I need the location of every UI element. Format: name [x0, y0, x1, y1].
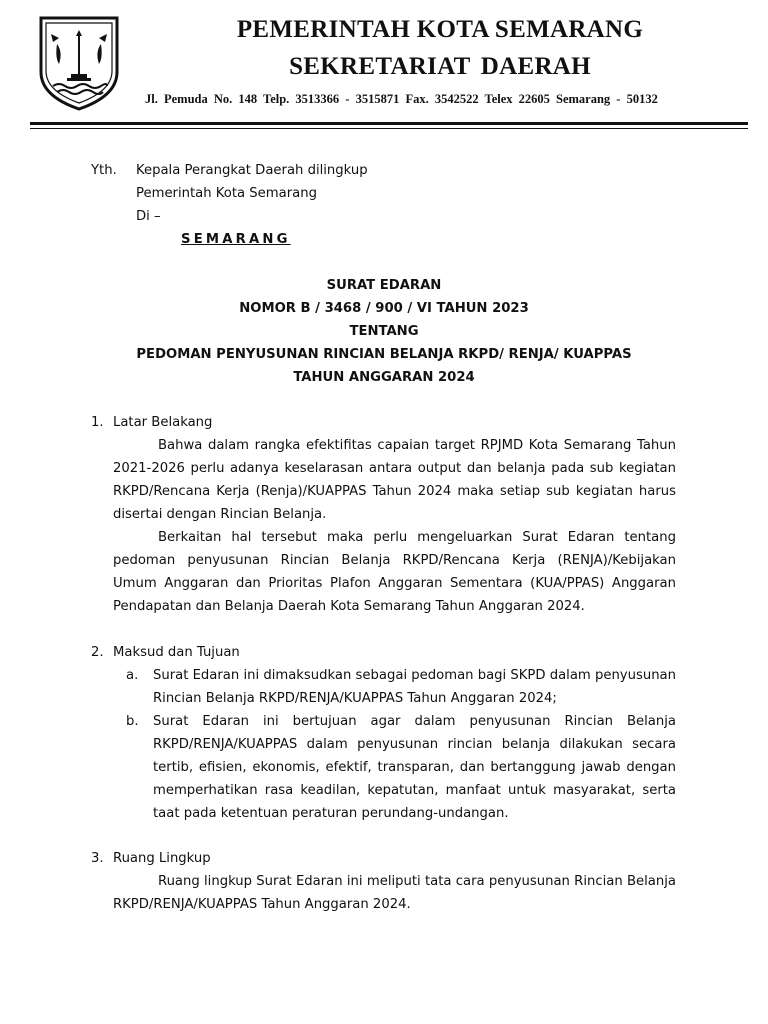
- section-3-title: Ruang Lingkup: [113, 851, 211, 866]
- section-2-item-b-line: memperhatikan rasa keadilan, kepatutan, manfaat untuk masyarakat, serta: [153, 783, 676, 798]
- section-1-title: Latar Belakang: [113, 415, 213, 430]
- section-2-item-a-line: Rincian Belanja RKPD/RENJA/KUAPPAS Tahun Anggaran 2024;: [153, 691, 557, 706]
- recipient-line-1: Kepala Perangkat Daerah dilingkup: [136, 163, 368, 178]
- recipient-line-3: Di –: [136, 209, 161, 224]
- section-2-item-a-marker: a.: [126, 668, 139, 683]
- city-crest-icon: [37, 14, 121, 112]
- section-1-paragraph-2-line: Pendapatan dan Belanja Daerah Kota Semarang Tahun Anggaran 2024.: [113, 599, 585, 614]
- letterhead-address: Jl. Pemuda No. 148 Telp. 3513366 - 3515871 Fax. 3542522 Telex 22605 Semarang - 50132: [145, 92, 658, 106]
- section-1-paragraph-2-line: pedoman penyusunan Rincian Belanja RKPD/Rencana Kerja (RENJA)/Kebijakan: [113, 553, 676, 568]
- heading-subject: PEDOMAN PENYUSUNAN RINCIAN BELANJA RKPD/ RENJA/ KUAPPAS: [136, 347, 632, 362]
- letterhead-divider-thin: [30, 128, 748, 129]
- letterhead-title-office: SEKRETARIAT DAERAH: [289, 53, 591, 80]
- section-2-item-b-line: tertib, efisien, ekonomis, efektif, transparan, dan bertanggung jawab dengan: [153, 760, 676, 775]
- section-1-paragraph-1-line: RKPD/Rencana Kerja (Renja)/KUAPPAS Tahun 2024 maka setiap sub kegiatan harus: [113, 484, 676, 499]
- section-3-paragraph-line: RKPD/RENJA/KUAPPAS Tahun Anggaran 2024.: [113, 897, 411, 912]
- section-1-number: 1.: [91, 415, 104, 430]
- heading-number: NOMOR B / 3468 / 900 / VI TAHUN 2023: [239, 301, 529, 316]
- heading-fiscal-year: TAHUN ANGGARAN 2024: [293, 370, 475, 385]
- section-1-paragraph-1-line: disertai dengan Rincian Belanja.: [113, 507, 327, 522]
- section-2-title: Maksud dan Tujuan: [113, 645, 240, 660]
- section-2-item-b-marker: b.: [126, 714, 139, 729]
- section-2-item-b-line: taat pada ketentuan peraturan perundang-undangan.: [153, 806, 509, 821]
- section-2-item-a-line: Surat Edaran ini dimaksudkan sebagai pedoman bagi SKPD dalam penyusunan: [153, 668, 676, 683]
- letterhead-title-city: PEMERINTAH KOTA SEMARANG: [236, 16, 644, 43]
- section-3-number: 3.: [91, 851, 104, 866]
- section-1-paragraph-2-line: Berkaitan hal tersebut maka perlu mengeluarkan Surat Edaran tentang: [158, 530, 676, 545]
- section-2-number: 2.: [91, 645, 104, 660]
- recipient-prefix: Yth.: [91, 163, 117, 178]
- letterhead-divider-thick: [30, 122, 748, 125]
- heading-about: TENTANG: [349, 324, 419, 339]
- section-3-paragraph-line: Ruang lingkup Surat Edaran ini meliputi tata cara penyusunan Rincian Belanja: [158, 874, 676, 889]
- section-2-item-b-line: RKPD/RENJA/KUAPPAS dalam penyusunan rincian belanja dilakukan secara: [153, 737, 676, 752]
- section-1-paragraph-1-line: Bahwa dalam rangka efektifitas capaian target RPJMD Kota Semarang Tahun: [158, 438, 676, 453]
- heading-title: SURAT EDARAN: [326, 278, 442, 293]
- section-1-paragraph-2-line: Umum Anggaran dan Prioritas Plafon Anggaran Sementara (KUA/PPAS) Anggaran: [113, 576, 676, 591]
- recipient-line-2: Pemerintah Kota Semarang: [136, 186, 317, 201]
- recipient-city: SEMARANG: [181, 232, 291, 247]
- section-2-item-b-line: Surat Edaran ini bertujuan agar dalam penyusunan Rincian Belanja: [153, 714, 676, 729]
- section-1-paragraph-1-line: 2021-2026 perlu adanya keselarasan antara output dan belanja pada sub kegiatan: [113, 461, 676, 476]
